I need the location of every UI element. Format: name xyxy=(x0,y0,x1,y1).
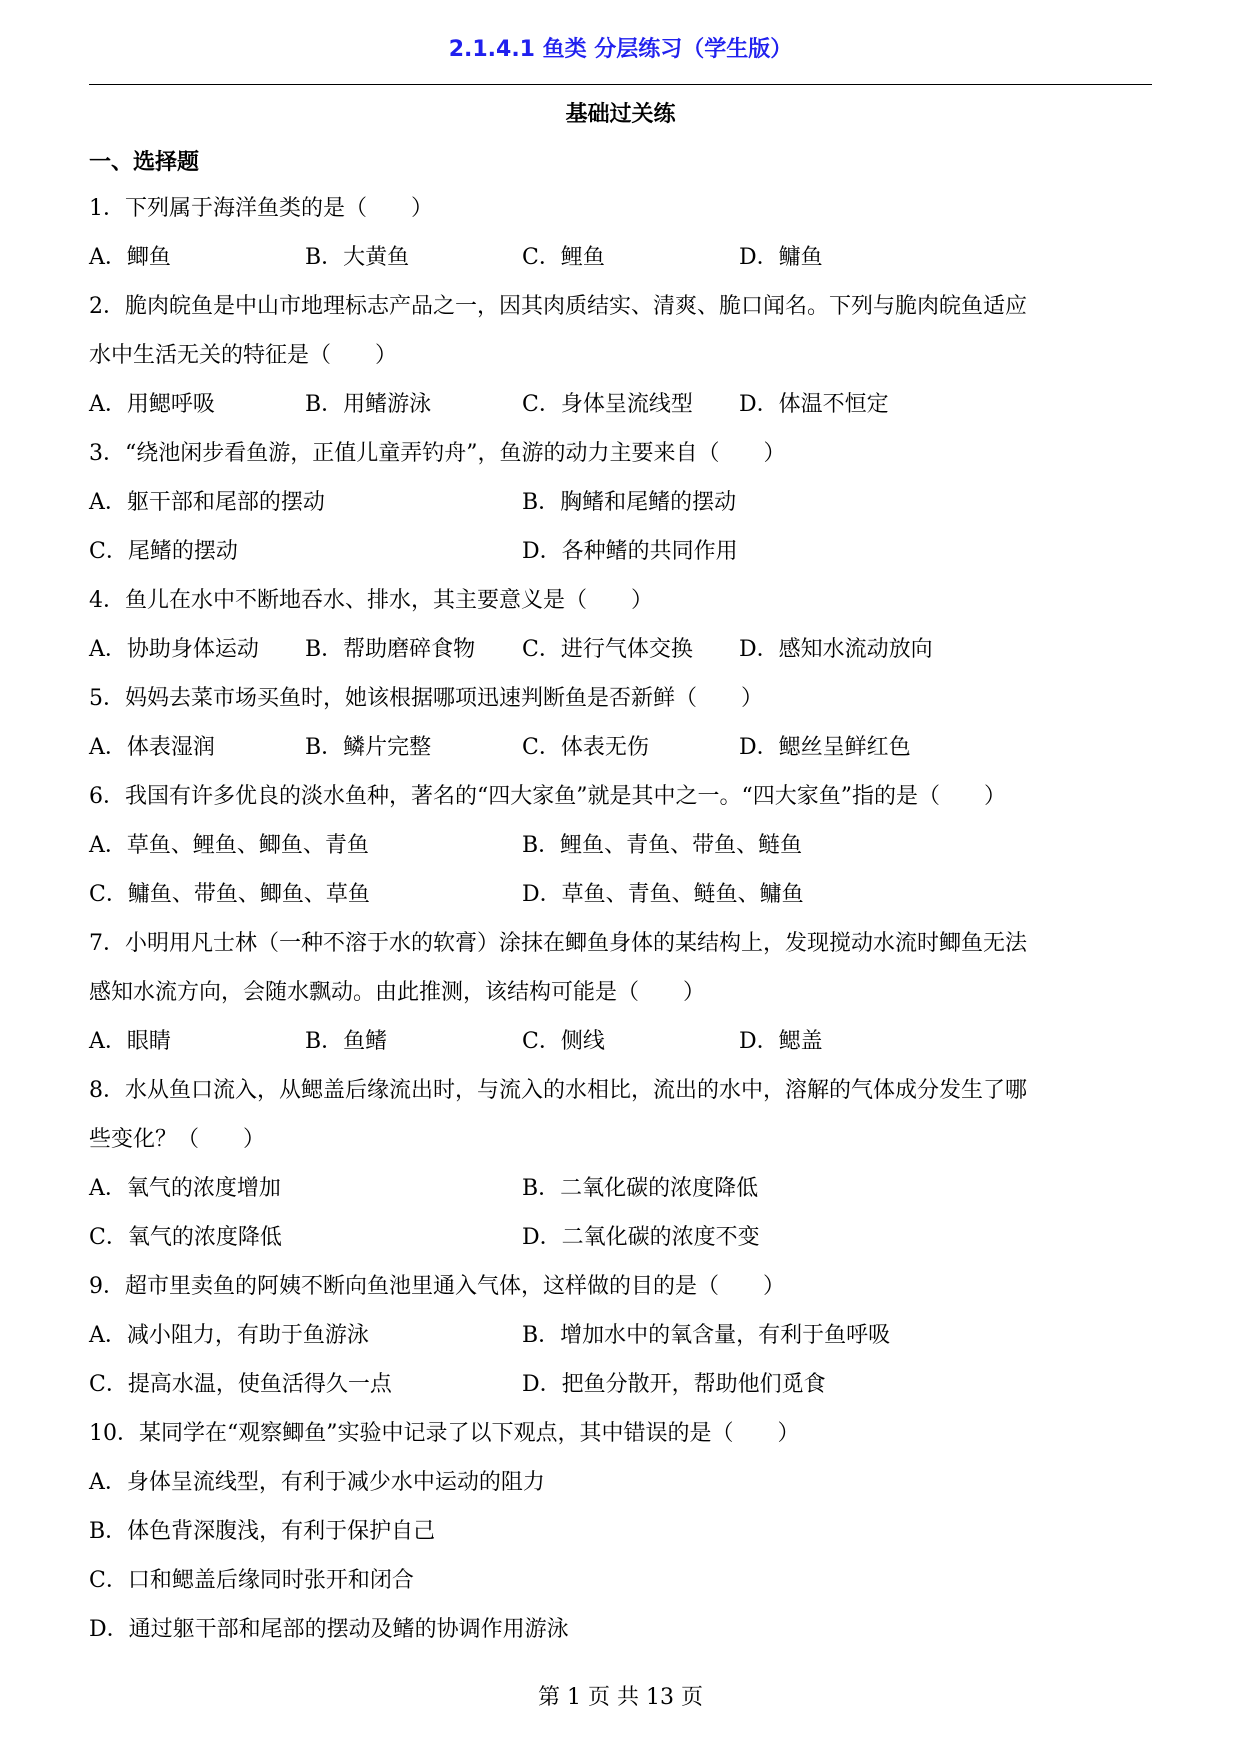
option-row xyxy=(89,535,1152,584)
question-stem-line xyxy=(89,976,1152,1025)
answer-option: A．鲫鱼 xyxy=(89,245,171,270)
answer-option: C．提高水温，使鱼活得久一点 xyxy=(89,1372,392,1397)
answer-option: B．鳞片完整 xyxy=(305,735,432,760)
document-header-title: 2.1.4.1 鱼类 分层练习（学生版） xyxy=(448,37,793,62)
answer-option: D．各种鳍的共同作用 xyxy=(522,539,738,564)
header-divider xyxy=(89,84,1152,85)
option-row xyxy=(89,1221,1152,1270)
question-text: 妈妈去菜市场买鱼时，她该根据哪项迅速判断鱼是否新鲜（ ） xyxy=(125,686,764,711)
question-text: 下列属于海洋鱼类的是（ ） xyxy=(125,196,434,221)
question-6 xyxy=(89,780,1152,927)
question-number: 4． xyxy=(89,588,125,613)
question-number: 10． xyxy=(89,1421,139,1446)
answer-option: C．口和鳃盖后缘同时张开和闭合 xyxy=(89,1568,414,1593)
question-number: 8． xyxy=(89,1078,125,1103)
option-row xyxy=(89,388,1152,437)
answer-option: C．尾鳍的摆动 xyxy=(89,539,238,564)
question-number: 7． xyxy=(89,931,125,956)
answer-option: A．减小阻力，有助于鱼游泳 xyxy=(89,1323,369,1348)
question-stem-line xyxy=(89,290,1152,339)
option-row xyxy=(89,1368,1152,1417)
answer-option: C．身体呈流线型 xyxy=(522,392,693,417)
answer-option: D．草鱼、青鱼、鲢鱼、鳙鱼 xyxy=(522,882,804,907)
question-text: 水从鱼口流入，从鳃盖后缘流出时，与流入的水相比，流出的水中，溶解的气体成分发生了哪 xyxy=(125,1078,1028,1103)
question-stem-line xyxy=(89,1417,1152,1466)
question-text: “绕池闲步看鱼游，正值儿童弄钓舟”，鱼游的动力主要来自（ ） xyxy=(125,441,786,466)
question-number: 1． xyxy=(89,196,125,221)
question-stem-line xyxy=(89,1074,1152,1123)
question-1 xyxy=(89,192,1152,290)
answer-option: D．把鱼分散开，帮助他们觅食 xyxy=(522,1372,826,1397)
question-number: 2． xyxy=(89,294,125,319)
answer-option: C．鳙鱼、带鱼、鲫鱼、草鱼 xyxy=(89,882,370,907)
page-number: 第 1 页 共 13 页 xyxy=(538,1685,703,1710)
question-text: 鱼儿在水中不断地吞水、排水，其主要意义是（ ） xyxy=(125,588,654,613)
option-row xyxy=(89,1319,1152,1368)
question-stem-line xyxy=(89,1123,1152,1172)
question-text: 些变化？（ ） xyxy=(89,1127,266,1152)
question-8 xyxy=(89,1074,1152,1270)
question-stem-line xyxy=(89,192,1152,241)
answer-option: B．用鳍游泳 xyxy=(305,392,432,417)
answer-option: B．体色背深腹浅，有利于保护自己 xyxy=(89,1519,436,1544)
question-2 xyxy=(89,290,1152,437)
answer-option: C．体表无伤 xyxy=(522,735,649,760)
question-text: 水中生活无关的特征是（ ） xyxy=(89,343,398,368)
answer-option: A．氧气的浓度增加 xyxy=(89,1176,281,1201)
answer-option: A．躯干部和尾部的摆动 xyxy=(89,490,325,515)
answer-option: A．身体呈流线型，有利于减少水中运动的阻力 xyxy=(89,1470,545,1495)
option-row xyxy=(89,241,1152,290)
answer-option: B．增加水中的氧含量，有利于鱼呼吸 xyxy=(522,1323,891,1348)
question-list xyxy=(89,192,1152,1662)
question-7 xyxy=(89,927,1152,1074)
option-row xyxy=(89,878,1152,927)
option-row xyxy=(89,1025,1152,1074)
question-10 xyxy=(89,1417,1152,1662)
question-number: 5． xyxy=(89,686,125,711)
answer-option: B．大黄鱼 xyxy=(305,245,410,270)
question-text: 小明用凡士林（一种不溶于水的软膏）涂抹在鲫鱼身体的某结构上，发现搅动水流时鲫鱼无法 xyxy=(125,931,1028,956)
answer-option: C．氧气的浓度降低 xyxy=(89,1225,282,1250)
question-4 xyxy=(89,584,1152,682)
question-stem-line xyxy=(89,682,1152,731)
question-number: 9． xyxy=(89,1274,125,1299)
question-text: 感知水流方向，会随水飘动。由此推测，该结构可能是（ ） xyxy=(89,980,706,1005)
question-5 xyxy=(89,682,1152,780)
question-number: 6． xyxy=(89,784,125,809)
answer-option: B．鱼鳍 xyxy=(305,1029,388,1054)
question-stem-line xyxy=(89,1270,1152,1319)
answer-option: B．帮助磨碎食物 xyxy=(305,637,476,662)
answer-option: B．鲤鱼、青鱼、带鱼、鲢鱼 xyxy=(522,833,803,858)
question-stem-line xyxy=(89,927,1152,976)
answer-option: D．体温不恒定 xyxy=(739,392,889,417)
section-title: 基础过关练 xyxy=(565,102,676,127)
answer-option: A．草鱼、鲤鱼、鲫鱼、青鱼 xyxy=(89,833,369,858)
question-stem-line xyxy=(89,584,1152,633)
answer-option: A．体表湿润 xyxy=(89,735,215,760)
question-9 xyxy=(89,1270,1152,1417)
answer-option: D．鳃丝呈鲜红色 xyxy=(739,735,911,760)
answer-option: B．胸鳍和尾鳍的摆动 xyxy=(522,490,737,515)
answer-option: A．协助身体运动 xyxy=(89,637,259,662)
option-row xyxy=(89,486,1152,535)
answer-option: D．二氧化碳的浓度不变 xyxy=(522,1225,760,1250)
question-text: 我国有许多优良的淡水鱼种，著名的“四大家鱼”就是其中之一。“四大家鱼”指的是（ ） xyxy=(125,784,1006,809)
option-row xyxy=(89,1515,1152,1564)
question-stem-line xyxy=(89,780,1152,829)
answer-option: A．用鳃呼吸 xyxy=(89,392,215,417)
option-row xyxy=(89,1564,1152,1613)
part-heading: 一、选择题 xyxy=(89,150,200,175)
answer-option: D．通过躯干部和尾部的摆动及鳍的协调作用游泳 xyxy=(89,1617,569,1642)
question-text: 超市里卖鱼的阿姨不断向鱼池里通入气体，这样做的目的是（ ） xyxy=(125,1274,786,1299)
answer-option: B．二氧化碳的浓度降低 xyxy=(522,1176,759,1201)
question-stem-line xyxy=(89,437,1152,486)
question-text: 脆肉皖鱼是中山市地理标志产品之一，因其肉质结实、清爽、脆口闻名。下列与脆肉皖鱼适应 xyxy=(125,294,1028,319)
question-stem-line xyxy=(89,339,1152,388)
answer-option: C．进行气体交换 xyxy=(522,637,693,662)
question-text: 某同学在“观察鲫鱼”实验中记录了以下观点，其中错误的是（ ） xyxy=(139,1421,800,1446)
answer-option: A．眼睛 xyxy=(89,1029,171,1054)
option-row xyxy=(89,1613,1152,1662)
answer-option: D．鳃盖 xyxy=(739,1029,823,1054)
answer-option: C．鲤鱼 xyxy=(522,245,605,270)
answer-option: D．感知水流动放向 xyxy=(739,637,933,662)
answer-option: D．鳙鱼 xyxy=(739,245,823,270)
option-row xyxy=(89,1466,1152,1515)
question-number: 3． xyxy=(89,441,125,466)
question-3 xyxy=(89,437,1152,584)
option-row xyxy=(89,633,1152,682)
option-row xyxy=(89,731,1152,780)
answer-option: C．侧线 xyxy=(522,1029,605,1054)
option-row xyxy=(89,1172,1152,1221)
option-row xyxy=(89,829,1152,878)
